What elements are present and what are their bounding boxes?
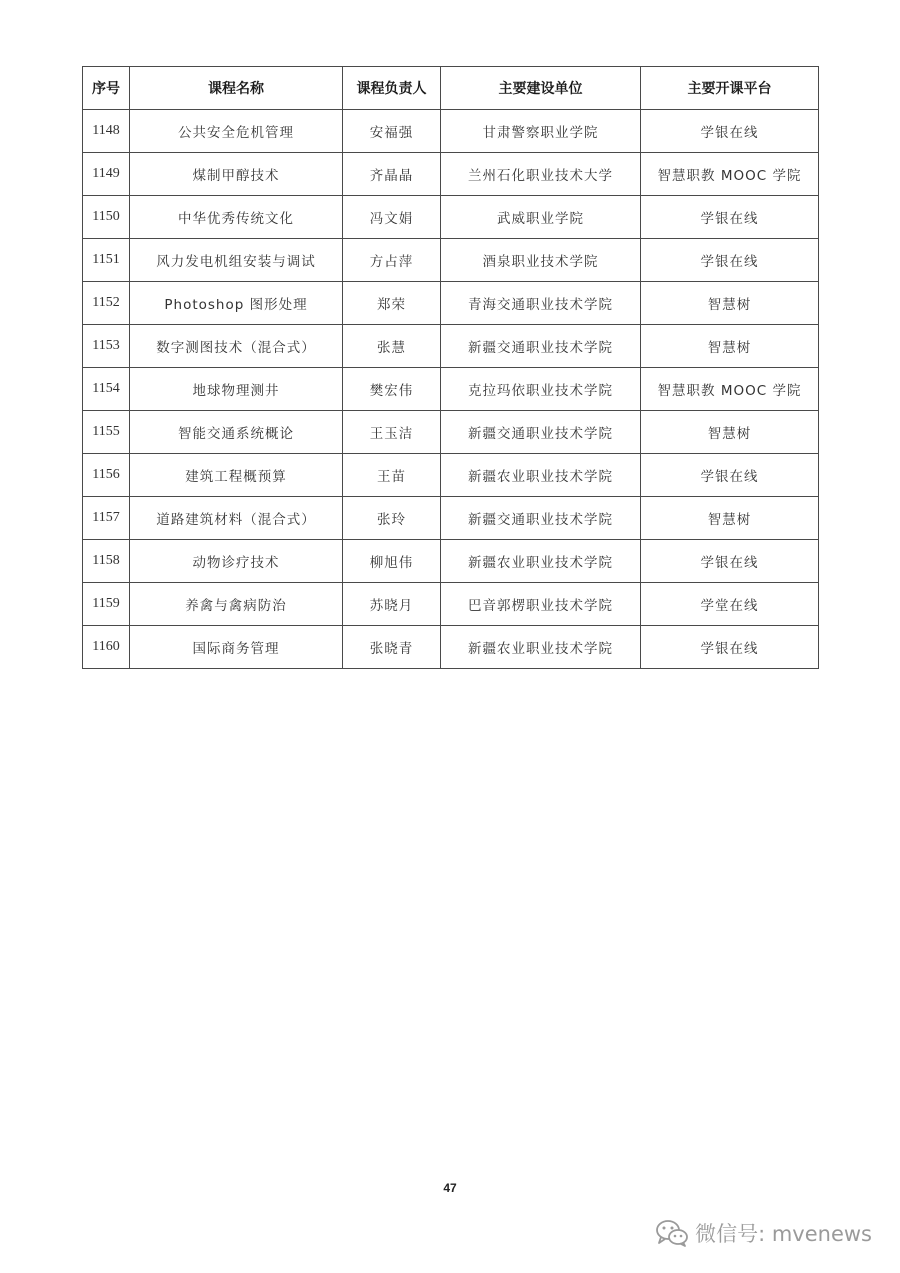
cell-serial-number: 1152 bbox=[83, 282, 130, 325]
cell-serial-number: 1148 bbox=[83, 110, 130, 153]
cell-course-leader: 柳旭伟 bbox=[343, 540, 441, 583]
cell-construction-unit: 酒泉职业技术学院 bbox=[441, 239, 641, 282]
cell-serial-number: 1149 bbox=[83, 153, 130, 196]
cell-platform: 学银在线 bbox=[641, 110, 819, 153]
cell-course-leader: 王玉洁 bbox=[343, 411, 441, 454]
cell-serial-number: 1151 bbox=[83, 239, 130, 282]
header-course-name: 课程名称 bbox=[130, 67, 343, 110]
cell-serial-number: 1150 bbox=[83, 196, 130, 239]
wechat-icon bbox=[655, 1218, 689, 1248]
table-row bbox=[83, 196, 819, 239]
cell-course-leader: 王苗 bbox=[343, 454, 441, 497]
cell-construction-unit: 新疆交通职业技术学院 bbox=[441, 497, 641, 540]
cell-course-name: 煤制甲醇技术 bbox=[130, 153, 343, 196]
cell-course-leader: 郑荣 bbox=[343, 282, 441, 325]
table-row bbox=[83, 239, 819, 282]
cell-course-leader: 安福强 bbox=[343, 110, 441, 153]
table-row bbox=[83, 540, 819, 583]
header-construction-unit: 主要建设单位 bbox=[441, 67, 641, 110]
cell-construction-unit: 新疆交通职业技术学院 bbox=[441, 325, 641, 368]
page-number: 47 bbox=[443, 1181, 457, 1195]
cell-construction-unit: 新疆农业职业技术学院 bbox=[441, 540, 641, 583]
course-table bbox=[82, 66, 819, 669]
cell-construction-unit: 甘肃警察职业学院 bbox=[441, 110, 641, 153]
cell-construction-unit: 巴音郭楞职业技术学院 bbox=[441, 583, 641, 626]
cell-construction-unit: 青海交通职业技术学院 bbox=[441, 282, 641, 325]
cell-platform: 智慧树 bbox=[641, 282, 819, 325]
table-row bbox=[83, 110, 819, 153]
cell-course-name: 养禽与禽病防治 bbox=[130, 583, 343, 626]
cell-construction-unit: 克拉玛依职业技术学院 bbox=[441, 368, 641, 411]
table-row bbox=[83, 626, 819, 669]
cell-platform: 智慧树 bbox=[641, 411, 819, 454]
cell-platform: 智慧树 bbox=[641, 325, 819, 368]
cell-course-name: 中华优秀传统文化 bbox=[130, 196, 343, 239]
cell-course-leader: 齐晶晶 bbox=[343, 153, 441, 196]
table-header-row bbox=[83, 67, 819, 110]
cell-course-name: 地球物理测井 bbox=[130, 368, 343, 411]
cell-course-name: 公共安全危机管理 bbox=[130, 110, 343, 153]
cell-serial-number: 1157 bbox=[83, 497, 130, 540]
table-row bbox=[83, 497, 819, 540]
cell-serial-number: 1153 bbox=[83, 325, 130, 368]
cell-course-name: 建筑工程概预算 bbox=[130, 454, 343, 497]
table-row bbox=[83, 282, 819, 325]
cell-course-name: 数字测图技术（混合式） bbox=[130, 325, 343, 368]
cell-course-name: 道路建筑材料（混合式） bbox=[130, 497, 343, 540]
table-row bbox=[83, 368, 819, 411]
cell-platform: 学银在线 bbox=[641, 626, 819, 669]
watermark-text: 微信号: mvenews bbox=[695, 1222, 872, 1246]
table-row bbox=[83, 454, 819, 497]
cell-platform: 智慧职教 MOOC 学院 bbox=[641, 153, 819, 196]
cell-serial-number: 1160 bbox=[83, 626, 130, 669]
cell-course-name: 风力发电机组安装与调试 bbox=[130, 239, 343, 282]
cell-platform: 学银在线 bbox=[641, 239, 819, 282]
cell-course-leader: 张慧 bbox=[343, 325, 441, 368]
cell-course-leader: 张玲 bbox=[343, 497, 441, 540]
cell-course-leader: 樊宏伟 bbox=[343, 368, 441, 411]
cell-platform: 学银在线 bbox=[641, 540, 819, 583]
table-row bbox=[83, 583, 819, 626]
table-row bbox=[83, 411, 819, 454]
cell-platform: 学银在线 bbox=[641, 196, 819, 239]
cell-course-name: 智能交通系统概论 bbox=[130, 411, 343, 454]
cell-serial-number: 1159 bbox=[83, 583, 130, 626]
cell-serial-number: 1158 bbox=[83, 540, 130, 583]
cell-serial-number: 1156 bbox=[83, 454, 130, 497]
header-platform: 主要开课平台 bbox=[641, 67, 819, 110]
cell-construction-unit: 新疆农业职业技术学院 bbox=[441, 626, 641, 669]
watermark bbox=[655, 1218, 872, 1248]
cell-serial-number: 1155 bbox=[83, 411, 130, 454]
cell-serial-number: 1154 bbox=[83, 368, 130, 411]
cell-construction-unit: 兰州石化职业技术大学 bbox=[441, 153, 641, 196]
cell-construction-unit: 新疆农业职业技术学院 bbox=[441, 454, 641, 497]
cell-construction-unit: 新疆交通职业技术学院 bbox=[441, 411, 641, 454]
table-row bbox=[83, 153, 819, 196]
header-serial-number: 序号 bbox=[83, 67, 130, 110]
cell-course-name: 动物诊疗技术 bbox=[130, 540, 343, 583]
cell-platform: 学银在线 bbox=[641, 454, 819, 497]
cell-course-leader: 张晓青 bbox=[343, 626, 441, 669]
cell-platform: 学堂在线 bbox=[641, 583, 819, 626]
cell-course-leader: 苏晓月 bbox=[343, 583, 441, 626]
cell-course-name: Photoshop 图形处理 bbox=[130, 282, 343, 325]
cell-platform: 智慧树 bbox=[641, 497, 819, 540]
table-row bbox=[83, 325, 819, 368]
cell-course-leader: 冯文娟 bbox=[343, 196, 441, 239]
header-course-leader: 课程负责人 bbox=[343, 67, 441, 110]
cell-construction-unit: 武威职业学院 bbox=[441, 196, 641, 239]
cell-course-name: 国际商务管理 bbox=[130, 626, 343, 669]
cell-platform: 智慧职教 MOOC 学院 bbox=[641, 368, 819, 411]
cell-course-leader: 方占萍 bbox=[343, 239, 441, 282]
